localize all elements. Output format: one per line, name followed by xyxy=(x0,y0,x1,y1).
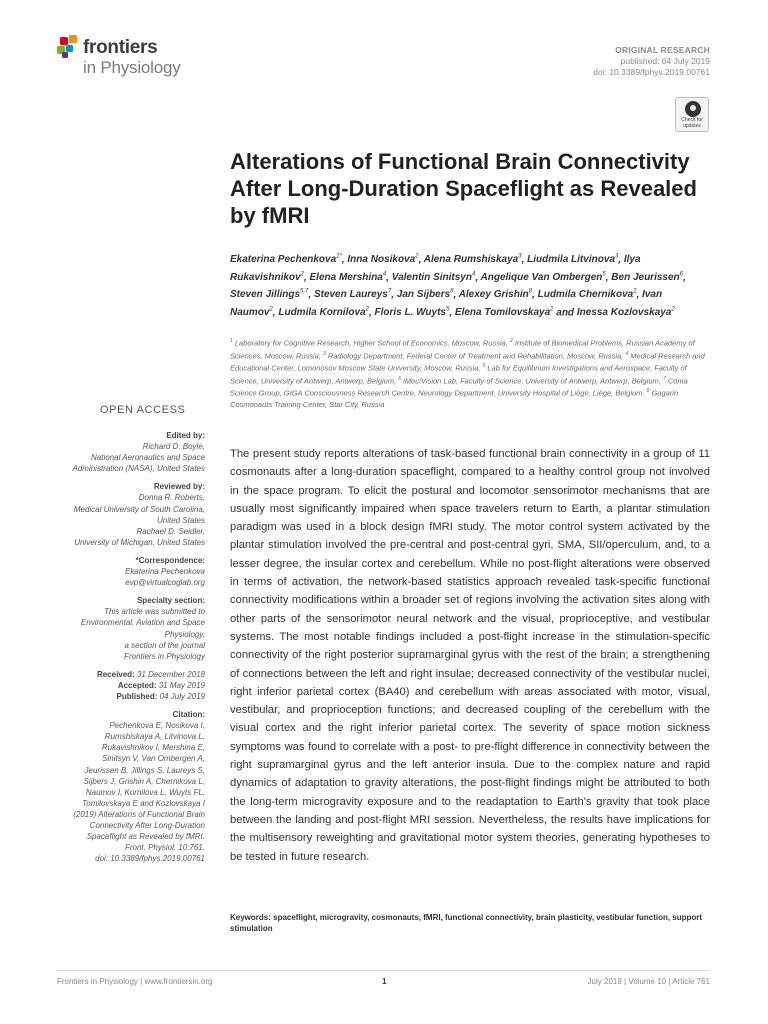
author-name[interactable]: Inna Nosikova$^2$ xyxy=(347,254,419,266)
affiliations: $^1$ Laboratory for Cognitive Research, Higher School of Economics, Moscow, Russia, $^2$ Institute of Biomedical Problems, Russian Academy of Sciences, Moscow, Russia, $^3$ Radiology Department, Federal Center of Treatment and Rehabilitation, Moscow, Russia, $^4$ Medical Research and Educational Center, Lomonosov Moscow State University, Moscow, Russia, $^5$ Lab for Equilibrium Investigations and Aerospace, Faculty of Science, University of Antwerp, Antwerp, Belgium, $^6$ iMec/Vision Lab, Faculty of Science, University of Antwerp, Antwerp, Belgium, $^7$ Coma Science Group, GIGA Consciousness Research Centre, Neurology Department, University Hospital of Liège, Liège, Belgium, $^8$ Gagarin Cosmonauts Training Center, Star City, Russia xyxy=(230,338,705,409)
correspondence-list[interactable]: Ekaterina Pechenkova evp@virtualcoglab.org xyxy=(124,567,205,588)
accepted-date: Accepted: 31 May 2019 xyxy=(117,680,205,690)
check-for-updates-button[interactable] xyxy=(675,97,709,132)
affiliation-item: Radiology Department, Federal Center of Treatment and Rehabilitation, Moscow, Russia, xyxy=(325,351,626,360)
page-number: 1 xyxy=(382,977,387,986)
published-date-sidebar: Published: 04 July 2019 xyxy=(116,691,205,701)
edited-by-label: Edited by: xyxy=(166,431,205,440)
article-doi[interactable]: doi: 10.3389/fphys.2019.00761 xyxy=(593,67,710,77)
affiliation-item: Medical Research and Educational Center, Lomonosov Moscow State University, Moscow, Russia, xyxy=(230,351,705,373)
article-sidebar xyxy=(40,430,205,871)
affiliation-item: Laboratory for Cognitive Research, Higher School of Economics, Moscow, Russia, xyxy=(232,338,510,348)
author-name[interactable]: Steven Jillings$^{5,7}$ xyxy=(230,289,309,301)
article-title: Alterations of Functional Brain Connectivity After Long-Duration Spaceflight as Revealed by fMRI xyxy=(230,149,697,228)
author-name[interactable]: Floris L. Wuyts$^5$ xyxy=(374,306,450,318)
author-name[interactable]: Alena Rumshiskaya$^3$ xyxy=(423,254,522,266)
citation-label: Citation: xyxy=(172,710,205,720)
published-date: published: 04 July 2019 xyxy=(620,56,710,66)
open-access-label: OPEN ACCESS xyxy=(100,404,186,416)
author-name[interactable]: Alexey Grishin$^8$ xyxy=(458,289,533,301)
affiliation-item: iMec/Vision Lab, Faculty of Science, University of Antwerp, Antwerp, Belgium, xyxy=(401,376,663,385)
affiliation-item: Institute of Biomedical Problems, Russian Academy of Sciences, Moscow, Russia, xyxy=(230,338,695,360)
author-name[interactable]: Angelique Van Ombergen$^5$ xyxy=(480,271,606,283)
check-updates-label: Check for updates xyxy=(681,117,703,129)
frontiers-logo-icon xyxy=(57,35,81,59)
affiliation-item: Gagarin Cosmonauts Training Center, Star City, Russia xyxy=(230,388,679,409)
journal-logo[interactable] xyxy=(57,33,217,83)
abstract-text: The present study reports alterations of task-based functional brain connectivity in a group of 11 cosmonauts after a long-duration spaceflight, compared to a healthy control group not involved in the space program. To elicit the postural and locomotor sensorimotor mechanisms that are usually most significantly impaired when space travelers return to Earth, a plantar stimulation paradigm was used in a block design fMRI study. The motor control system activated by the plantar stimulation involved the pre-central and post-central gyri, SMA, SII/operculum, and, to a lesser degree, the insular cortex and cerebellum. While no post-flight alterations were observed in terms of activation, the network-based statistics approach revealed task-specific functional connectivity modifications within a broader set of regions involving the activation sites along with other parts of the sensorimotor neural network and the visual, proprioceptive, and vestibular systems. The most notable findings included a post-flight increase in the stimulation-specific connectivity of the right posterior supramarginal gyrus with the rest of the brain; a strengthening of connections between the left and right insulae; decreased connectivity of the vestibular nuclei, right inferior parietal cortex (BA40) and cerebellum with areas associated with motor, visual, vestibular, and proprioception functions; and decreased coupling of the cerebellum with the visual cortex and the right inferior parietal cortex. The severity of space motion sickness symptoms was found to correlate with a post- to pre-flight difference in connectivity between the right supramarginal gyrus and the left anterior insula. Due to the complex nature and rapid dynamics of adaptation to gravity alterations, the post-flight findings might be attributed to both the long-term microgravity exposure and to the readaptation to Earth's gravity that took place between the landing and post-flight MRI session. Nevertheless, the results have implications for the multisensory reweighting and gravitational motor system theories, generating hypotheses to be tested in future research. xyxy=(230,448,710,863)
journal-name: in Physiology xyxy=(83,58,181,77)
author-name[interactable]: Jan Sijbers$^6$ xyxy=(396,289,454,301)
edited-by-list: Richard D. Boyle, National Aeronautics and Space Administration (NASA), United States xyxy=(72,442,205,474)
journal-brand: frontiers xyxy=(83,37,158,58)
reviewed-by-list: Donna R. Roberts, Medical University of South Carolina, United States Rachael D. Seidler, University of Michigan, United States xyxy=(73,493,205,547)
author-name[interactable]: Ben Jeurissen$^6$ xyxy=(611,271,683,283)
author-name[interactable]: Ludmila Chernikova$^2$ xyxy=(537,289,637,301)
affiliation-item: Lab for Equilibrium Investigations and Aerospace, Faculty of Science, University of Antwerp, Antwerp, Belgium, xyxy=(230,363,687,385)
reviewed-by-label: Reviewed by: xyxy=(153,482,205,492)
affiliation-item: Coma Science Group, GIGA Consciousness Research Centre, Neurology Department, University Hospital of Liège, Liège, Belgium, xyxy=(230,376,688,398)
footer-issue-info: July 2019 | Volume 10 | Article 761 xyxy=(587,977,710,986)
author-name[interactable]: Ilya Rukavishnikov$^2$ xyxy=(230,254,641,283)
received-date: Received: 31 December 2018 xyxy=(96,669,205,679)
author-name[interactable]: Elena Tomilovskaya$^2$ xyxy=(454,306,554,318)
author-name[interactable]: Valentin Sinitsyn$^4$ xyxy=(391,271,476,283)
specialty-label: Specialty section: xyxy=(136,596,205,606)
article-type: ORIGINAL RESEARCH xyxy=(615,45,710,55)
footer-journal-link[interactable]: Frontiers in Physiology | www.frontiersin.org xyxy=(57,977,213,986)
author-name[interactable]: Ekaterina Pechenkova$^{1*}$ xyxy=(230,254,342,266)
author-name[interactable]: Elena Mershina$^4$ xyxy=(309,271,387,283)
check-updates-icon xyxy=(685,101,701,117)
author-name[interactable]: Ludmila Kornilova$^2$ xyxy=(278,306,369,318)
author-name[interactable]: Inessa Kozlovskaya$^2$ xyxy=(576,306,675,318)
author-list: Ekaterina Pechenkova$^{1*}$, Inna Nosikova$^2$, Alena Rumshiskaya$^3$, Liudmila Litvinova$^3$, Ilya Rukavishnikov$^2$, Elena Mershina$^4$, Valentin Sinitsyn$^4$, Angelique Van Ombergen$^5$, Ben Jeurissen$^6$, Steven Jillings$^{5,7}$, Steven Laureys$^7$, Jan Sijbers$^6$, Alexey Grishin$^8$, Ludmila Chernikova$^2$, Ivan Naumov$^2$, Ludmila Kornilova$^2$, Floris L. Wuyts$^5$, Elena Tomilovskaya$^2$ and Inessa Kozlovskaya$^2$ xyxy=(230,254,686,318)
correspondence-label: *Correspondence: xyxy=(135,555,205,565)
author-name[interactable]: Ivan Naumov$^2$ xyxy=(230,289,663,318)
specialty-text: This article was submitted to Environmental, Aviation and Space Physiology, a section of the journal Frontiers in Physiology xyxy=(80,607,205,661)
author-name[interactable]: Liudmila Litvinova$^3$ xyxy=(527,254,619,266)
footer-divider xyxy=(57,970,710,971)
article-meta xyxy=(593,45,710,78)
keywords: Keywords: spaceflight, microgravity, cosmonauts, fMRI, functional connectivity, brain plasticity, vestibular function, support stimulation xyxy=(230,913,703,933)
author-name[interactable]: Steven Laureys$^7$ xyxy=(313,289,392,301)
citation-text: Pechenkova E, Nosikova I, Rumshiskaya A, Litvinova L, Rukavishnikov I, Mershina E, Sinitsyn V, Van Ombergen A, Jeurissen B, Jillings S, Laureys S, Sijbers J, Grishin A, Chernikova L, Naumov I, Kornilova L, Wuyts FL, Tomilovskaya E and Kozlovskaya I (2019) Alterations of Functional Brain Connectivity After Long-Duration Spaceflight as Revealed by fMRI. Front. Physiol. 10:761. doi: 10.3389/fphys.2019.00761 xyxy=(73,721,205,864)
